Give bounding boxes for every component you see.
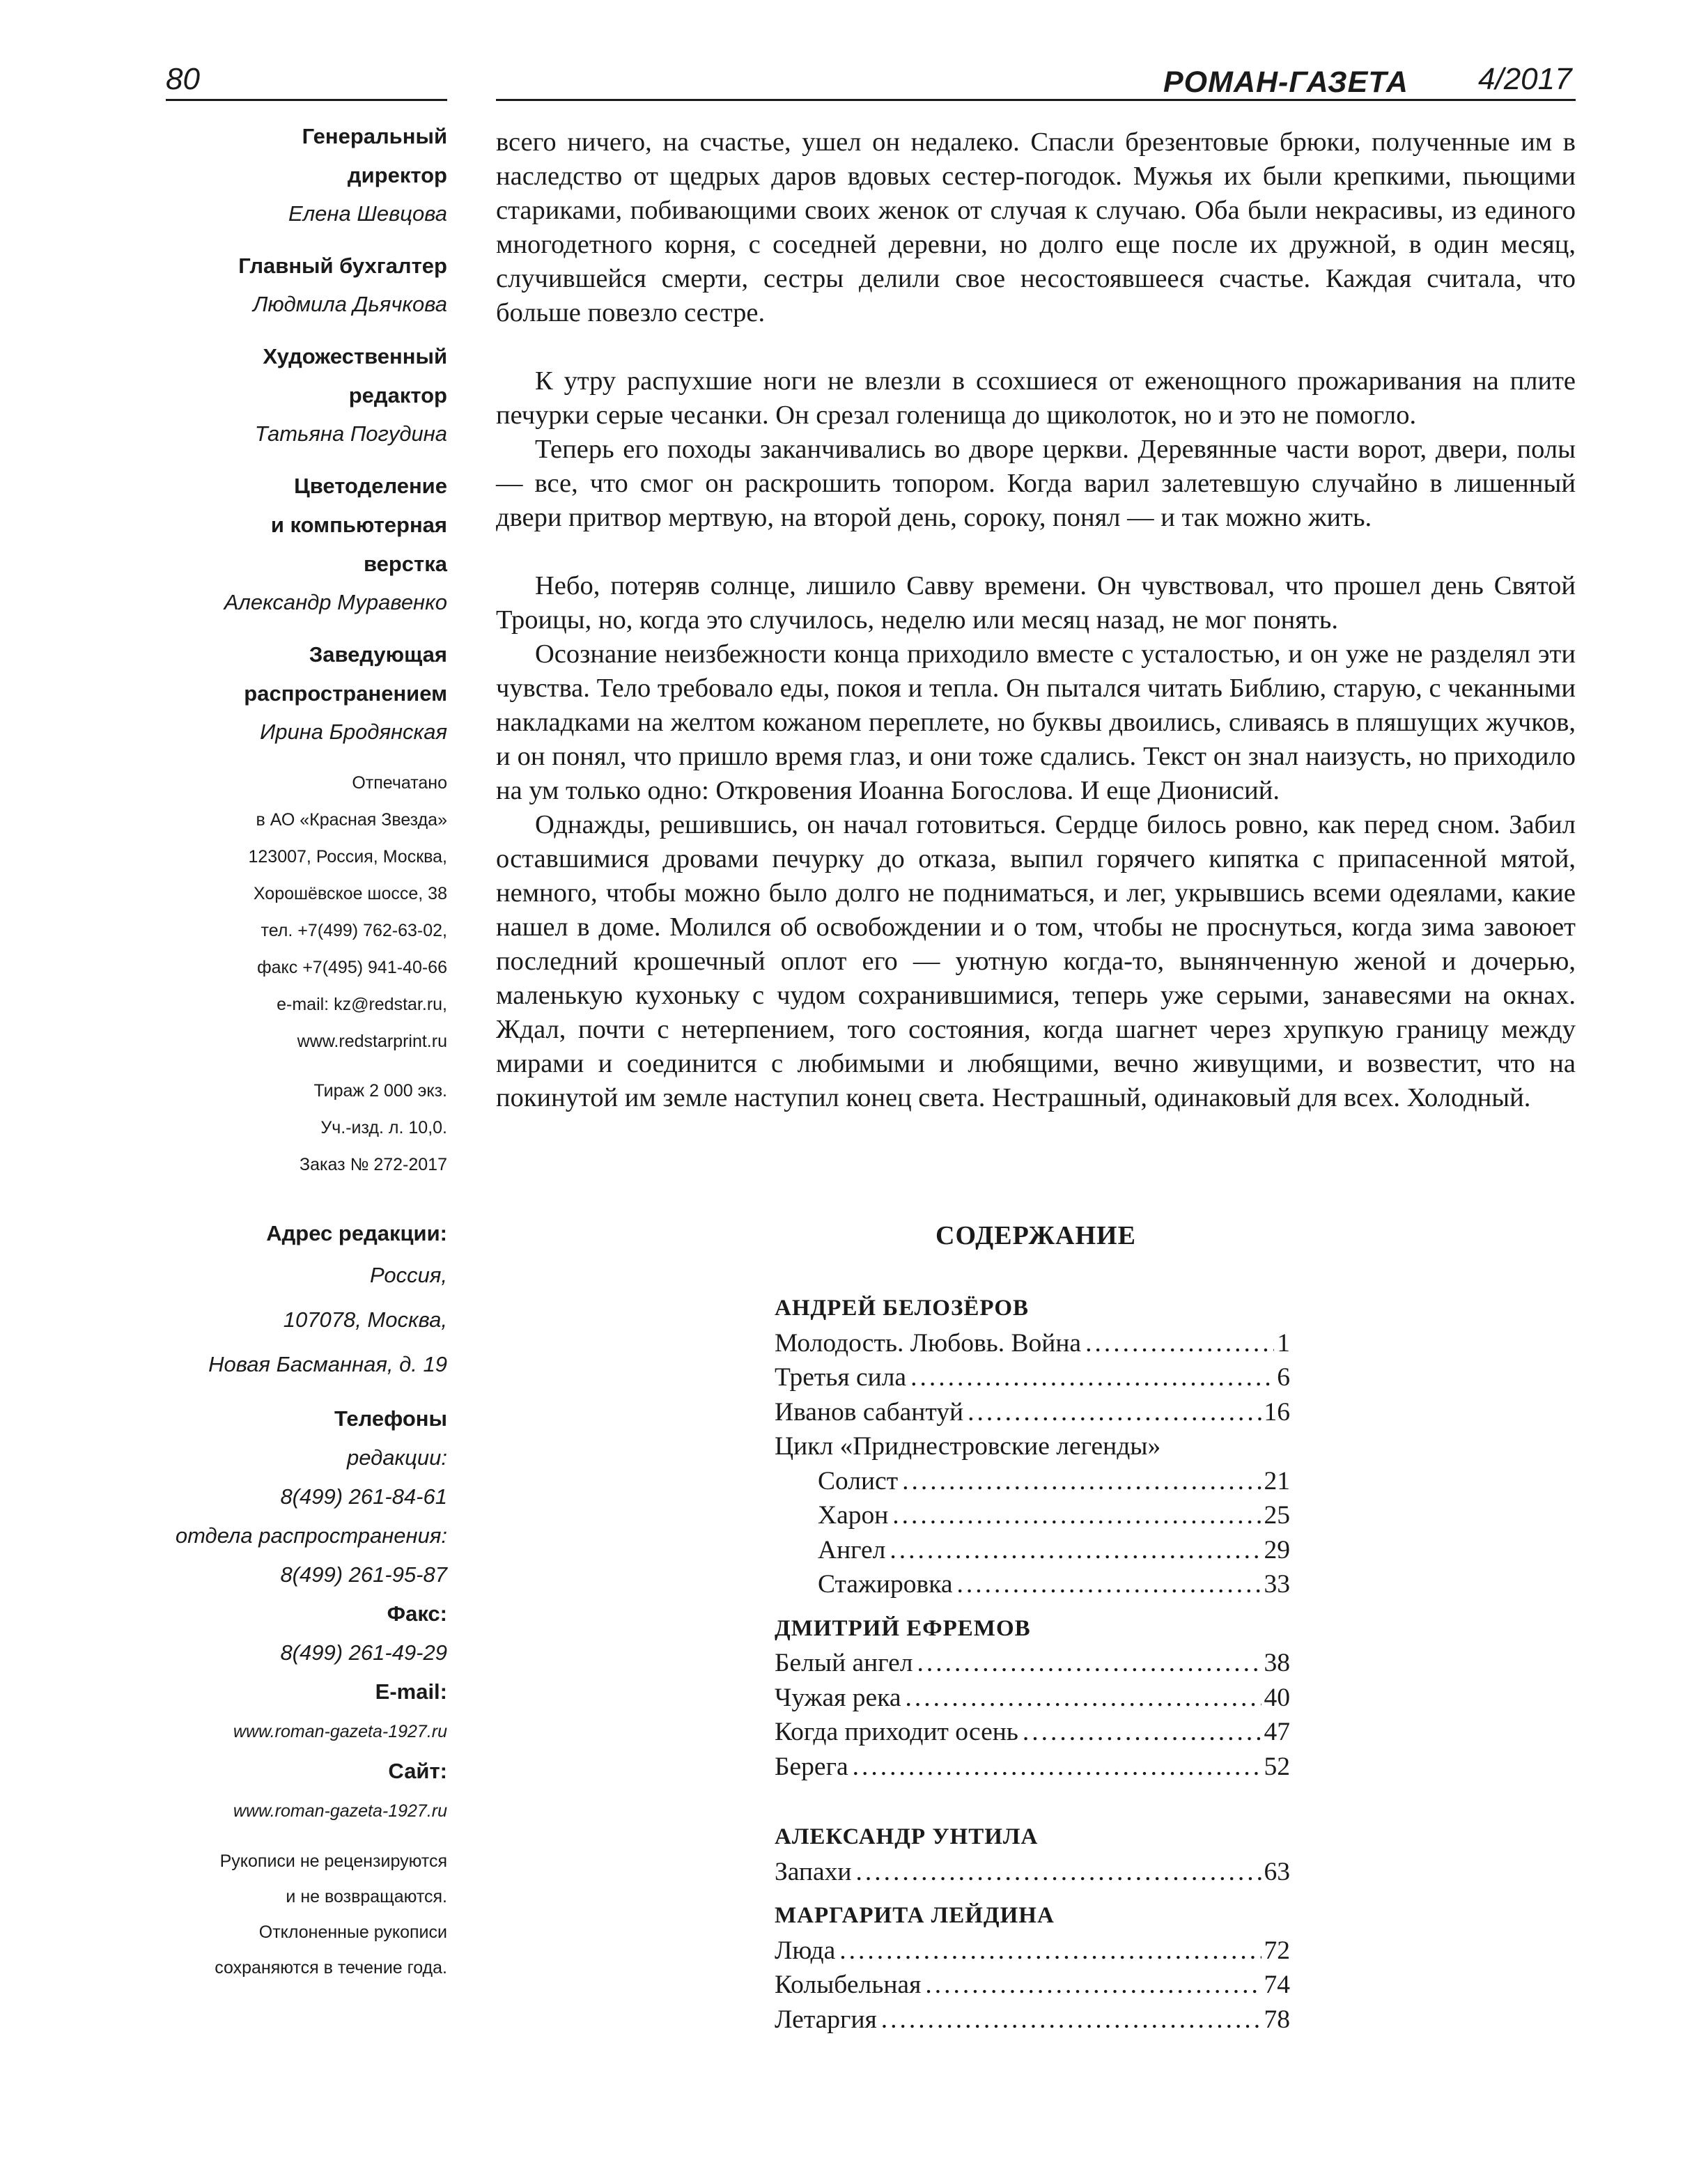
- imprint-role: Генеральный: [302, 124, 447, 148]
- toc-entry-title: Харон: [818, 1501, 889, 1530]
- printer-line: в АО «Красная Звезда»: [256, 810, 447, 830]
- address-line: Россия,: [370, 1263, 447, 1287]
- toc-entry[interactable]: [775, 1646, 1290, 1681]
- toc-entry-title: Колыбельная: [775, 1971, 922, 1999]
- story-paragraph: К утру распухшие ноги не влезли в ссохшиеся от еженощного прожаривания на плите печурки серые чесанки. Он срезал голенища до щиколоток, но и это не помогло.: [496, 366, 1576, 430]
- toc-entry-title: Люда: [775, 1936, 836, 1965]
- toc-entry[interactable]: [775, 1934, 1290, 1968]
- email-label: E-mail:: [375, 1679, 447, 1704]
- toc-cycle-title: Цикл «Приднестровские легенды»: [775, 1432, 1161, 1461]
- issue-number: 4/2017: [1478, 62, 1572, 96]
- toc-entry-title: Стажировка: [818, 1570, 953, 1599]
- toc-entry-page: 78: [1264, 2005, 1290, 2034]
- story-paragraph: всего ничего, на счастье, ушел он недалеко. Спасли брезентовые брюки, полученные им в наследство от щедрых даров вдовых сестер-погодок. Мужья их были крепкими, пьющими стариками, побивающими своих женок от случая к случаю. Оба были некрасивы, из единого многодетного корня, с соседней деревни, но долго еще после их дружной, в один месяц, случившейся смерти, сестры делили свое несостоявшееся счастье. Каждая считала, что больше повезло сестре.: [496, 127, 1576, 327]
- toc-entry-page: 29: [1264, 1535, 1290, 1564]
- printer-line: тел. +7(499) 762-63-02,: [261, 921, 447, 940]
- table-of-contents: [775, 1291, 1290, 2037]
- story-text: [496, 125, 1576, 1115]
- toc-entry[interactable]: [775, 1533, 1290, 1568]
- toc-entry[interactable]: [775, 1567, 1290, 1602]
- toc-entry-title: Молодость. Любовь. Война: [775, 1328, 1082, 1358]
- circulation-line: Тираж 2 000 экз.: [313, 1081, 447, 1101]
- toc-entry-page: 33: [1264, 1570, 1290, 1599]
- phones-label: Телефоны: [334, 1406, 447, 1431]
- circulation-line: Заказ № 272-2017: [300, 1155, 447, 1174]
- printer-line: Отпечатано: [352, 773, 447, 793]
- story-paragraph: Однажды, решившись, он начал готовиться. Сердце билось ровно, как перед сном. Забил оставшимися дровами печурку до отказа, выпил горячего кипятка с припасенной мятой, немного, чтобы можно было долго не подниматься, и лег, укрывшись всеми одеялами, какие нашел в доме. Молился об освобождении и о том, чтобы не проснуться, когда зима завоюет последний крошечный оплот его — уютную когда-то, вынянченную женой и дочерью, маленькую кухоньку с чудом сохранившимися, теперь уже серыми, занавесями на окнах. Ждал, почти с нетерпением, того состояния, когда шагнет через хрупкую границу между мирами и соединится с любимыми и любящими, вечно живущими, и возвестит, что на покинутой им земле наступил конец света. Нестрашный, одинаковый для всех. Холодный.: [496, 810, 1576, 1112]
- toc-entry[interactable]: [775, 1464, 1290, 1499]
- toc-entry[interactable]: [775, 1395, 1290, 1430]
- email-value[interactable]: www.roman-gazeta-1927.ru: [233, 1722, 447, 1741]
- story-paragraph: Осознание неизбежности конца приходило вместе с усталостью, и он уже не разделял эти чувства. Тело требовало еды, покоя и тепла. Он пытался читать Библию, старую, с чеканными накладками на желтом кожаном переплете, но буквы двоились, сливаясь в пляшущих жучков, и он понял, что пришло время глаз, и они тоже сдались. Текст он знал наизусть, но приходило на ум только одно: Откровения Иоанна Богослова. И еще Дионисий.: [496, 639, 1576, 805]
- address-label: Адрес редакции:: [266, 1221, 447, 1245]
- site-value[interactable]: www.roman-gazeta-1927.ru: [233, 1801, 447, 1821]
- toc-entry-page: 6: [1277, 1363, 1290, 1392]
- toc-entry-title: Берега: [775, 1752, 848, 1781]
- manuscript-note: Рукописи не рецензируются: [219, 1851, 447, 1871]
- toc-entry[interactable]: [775, 1498, 1290, 1533]
- toc-entry[interactable]: [775, 1326, 1290, 1361]
- toc-entry-title: Солист: [818, 1466, 899, 1495]
- toc-entry-page: 38: [1264, 1649, 1290, 1677]
- page-number: 80: [166, 62, 200, 96]
- toc-entry[interactable]: [775, 2003, 1290, 2037]
- address-line: Новая Басманная, д. 19: [208, 1352, 447, 1376]
- toc-entry-page: 21: [1264, 1466, 1290, 1495]
- toc-entry-title: Иванов сабантуй: [775, 1397, 964, 1427]
- imprint-role: Цветоделение: [294, 474, 447, 498]
- imprint-person: Людмила Дьячкова: [253, 292, 447, 316]
- fax-label: Факс:: [387, 1601, 447, 1626]
- toc-entry[interactable]: [775, 1968, 1290, 2003]
- magazine-title: РОМАН-ГАЗЕТА: [1163, 65, 1408, 99]
- address-line: 107078, Москва,: [283, 1307, 447, 1332]
- imprint-person: Татьяна Погудина: [254, 421, 447, 446]
- header-rule-left: [166, 99, 447, 101]
- toc-entry-title: Летаргия: [775, 2005, 877, 2034]
- printer-line: www.redstarprint.ru: [297, 1032, 447, 1051]
- printer-line: факс +7(495) 941-40-66: [257, 958, 447, 977]
- fax-number: 8(499) 261-49-29: [280, 1640, 447, 1665]
- toc-entry[interactable]: [775, 1681, 1290, 1716]
- toc-entry-page: 52: [1264, 1752, 1290, 1781]
- manuscript-note: и не возвращаются.: [286, 1887, 447, 1906]
- toc-entry-title: Третья сила: [775, 1363, 907, 1392]
- imprint-role: и компьютерная: [270, 513, 447, 537]
- imprint-role: Главный бухгалтер: [238, 254, 447, 278]
- toc-entry[interactable]: [775, 1360, 1290, 1395]
- imprint-role: Заведующая: [309, 642, 447, 667]
- contents-title: СОДЕРЖАНИЕ: [935, 1221, 1136, 1250]
- printer-line: 123007, Россия, Москва,: [248, 847, 447, 867]
- printer-line: Хорошёвское шоссе, 38: [253, 884, 447, 903]
- story-paragraph: Теперь его походы заканчивались во дворе церкви. Деревянные части ворот, двери, полы — все, что смог он раскрошить топором. Когда варил залетевшую случайно в лишенный двери притвор мертвую, на второй день, сороку, понял — и так можно жить.: [496, 435, 1576, 532]
- toc-entry-page: 25: [1264, 1501, 1290, 1530]
- imprint-person: Елена Шевцова: [288, 201, 447, 226]
- toc-entry-title: Чужая река: [775, 1683, 901, 1712]
- toc-entry[interactable]: [775, 1715, 1290, 1750]
- printer-line: e-mail: kz@redstar.ru,: [277, 995, 447, 1014]
- toc-entry-title: Когда приходит осень: [775, 1718, 1018, 1746]
- toc-entry-page: 63: [1264, 1857, 1290, 1886]
- manuscript-note: Отклоненные рукописи: [258, 1922, 447, 1942]
- imprint-role: верстка: [363, 552, 447, 576]
- distribution-label: отдела распространения:: [175, 1523, 447, 1548]
- toc-entry-page: 47: [1264, 1718, 1290, 1746]
- imprint-person: Ирина Бродянская: [260, 720, 447, 744]
- imprint-role: директор: [347, 163, 447, 187]
- toc-entry-page: 16: [1264, 1397, 1290, 1427]
- toc-entry-page: 1: [1277, 1328, 1290, 1358]
- imprint-role: распространением: [244, 681, 447, 706]
- editorial-label: редакции:: [347, 1445, 447, 1470]
- header-rule-right: [496, 99, 1576, 101]
- imprint-role: редактор: [348, 383, 447, 407]
- toc-author: ДМИТРИЙ ЕФРЕМОВ: [775, 1615, 1031, 1641]
- manuscript-note: сохраняются в течение года.: [215, 1958, 447, 1978]
- site-label: Сайт:: [388, 1759, 447, 1783]
- toc-entry[interactable]: [775, 1855, 1290, 1890]
- toc-entry-page: 74: [1264, 1971, 1290, 1999]
- distribution-phone: 8(499) 261-95-87: [280, 1562, 447, 1587]
- toc-entry-title: Ангел: [818, 1535, 886, 1564]
- toc-entry-title: Запахи: [775, 1857, 852, 1886]
- editorial-phone: 8(499) 261-84-61: [280, 1484, 447, 1509]
- toc-entry-page: 40: [1264, 1683, 1290, 1712]
- toc-entry[interactable]: [775, 1750, 1290, 1785]
- toc-entry-page: 72: [1264, 1936, 1290, 1965]
- imprint-column: [166, 117, 447, 1986]
- circulation-line: Уч.-изд. л. 10,0.: [320, 1118, 447, 1137]
- story-paragraph: Небо, потеряв солнце, лишило Савву времени. Он чувствовал, что прошел день Святой Троицы, но, когда это случилось, неделю или месяц назад, не мог понять.: [496, 571, 1576, 635]
- toc-author: АНДРЕЙ БЕЛОЗЁРОВ: [775, 1296, 1030, 1321]
- toc-author: МАРГАРИТА ЛЕЙДИНА: [775, 1903, 1055, 1928]
- toc-author: АЛЕКСАНДР УНТИЛА: [775, 1824, 1039, 1849]
- imprint-person: Александр Муравенко: [224, 590, 447, 614]
- toc-entry-title: Белый ангел: [775, 1649, 913, 1677]
- imprint-role: Художественный: [263, 344, 447, 368]
